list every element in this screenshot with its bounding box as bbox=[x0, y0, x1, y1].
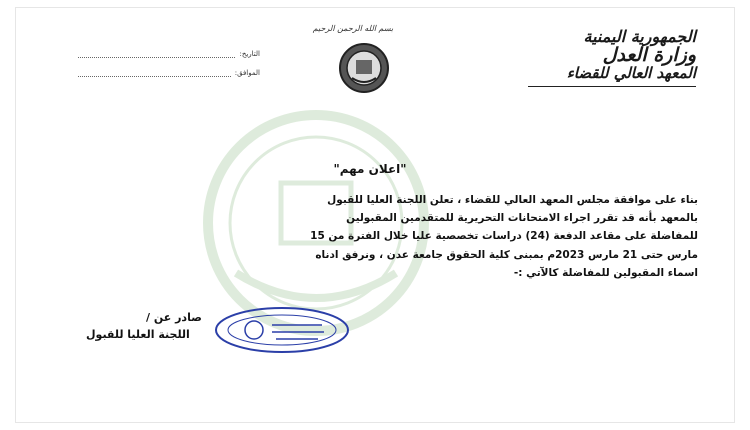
issued-by-label: صادر عن / bbox=[146, 311, 202, 324]
announcement-title: "اعلان مهم" bbox=[333, 162, 407, 176]
institute-name: المعهد العالي للقضاء bbox=[566, 64, 696, 82]
announcement-body bbox=[82, 191, 698, 282]
institute-emblem-icon bbox=[338, 42, 390, 94]
date-line bbox=[78, 51, 235, 58]
basmala: بسم الله الرحمن الرحيم bbox=[312, 24, 394, 33]
body-line: بالمعهد بأنه قد تقرر اجراء الامتحانات التحريرية للمتقدمين المقبولين bbox=[346, 212, 698, 225]
header-underline bbox=[528, 86, 696, 87]
republic-name: الجمهورية اليمنية bbox=[583, 27, 696, 46]
organization-header bbox=[516, 28, 696, 82]
body-line: للمفاضلة على مقاعد الدفعة (24) دراسات تخصصية عليا خلال الفترة من 15 bbox=[310, 230, 698, 243]
ministry-name: وزارة العدل bbox=[602, 44, 696, 66]
committee-name: اللجنة العليا للقبول bbox=[86, 328, 190, 341]
date-row bbox=[78, 50, 260, 58]
body-line: مارس حتى 21 مارس 2023م بمبنى كلية الحقوق جامعة عدن ، ونرفق ادناه bbox=[315, 248, 698, 261]
reference-line bbox=[78, 70, 231, 77]
body-line: اسماء المقبولين للمفاضلة كالآتي :- bbox=[513, 266, 698, 279]
date-label: التاريخ: bbox=[239, 50, 260, 58]
reference-label: الموافق: bbox=[234, 69, 260, 77]
official-stamp bbox=[212, 305, 352, 355]
document-page bbox=[16, 8, 734, 422]
reference-row bbox=[78, 69, 260, 77]
body-line: بناء على موافقة مجلس المعهد العالي للقضاء ، تعلن اللجنة العليا للقبول bbox=[327, 194, 698, 206]
document-meta bbox=[78, 50, 260, 88]
